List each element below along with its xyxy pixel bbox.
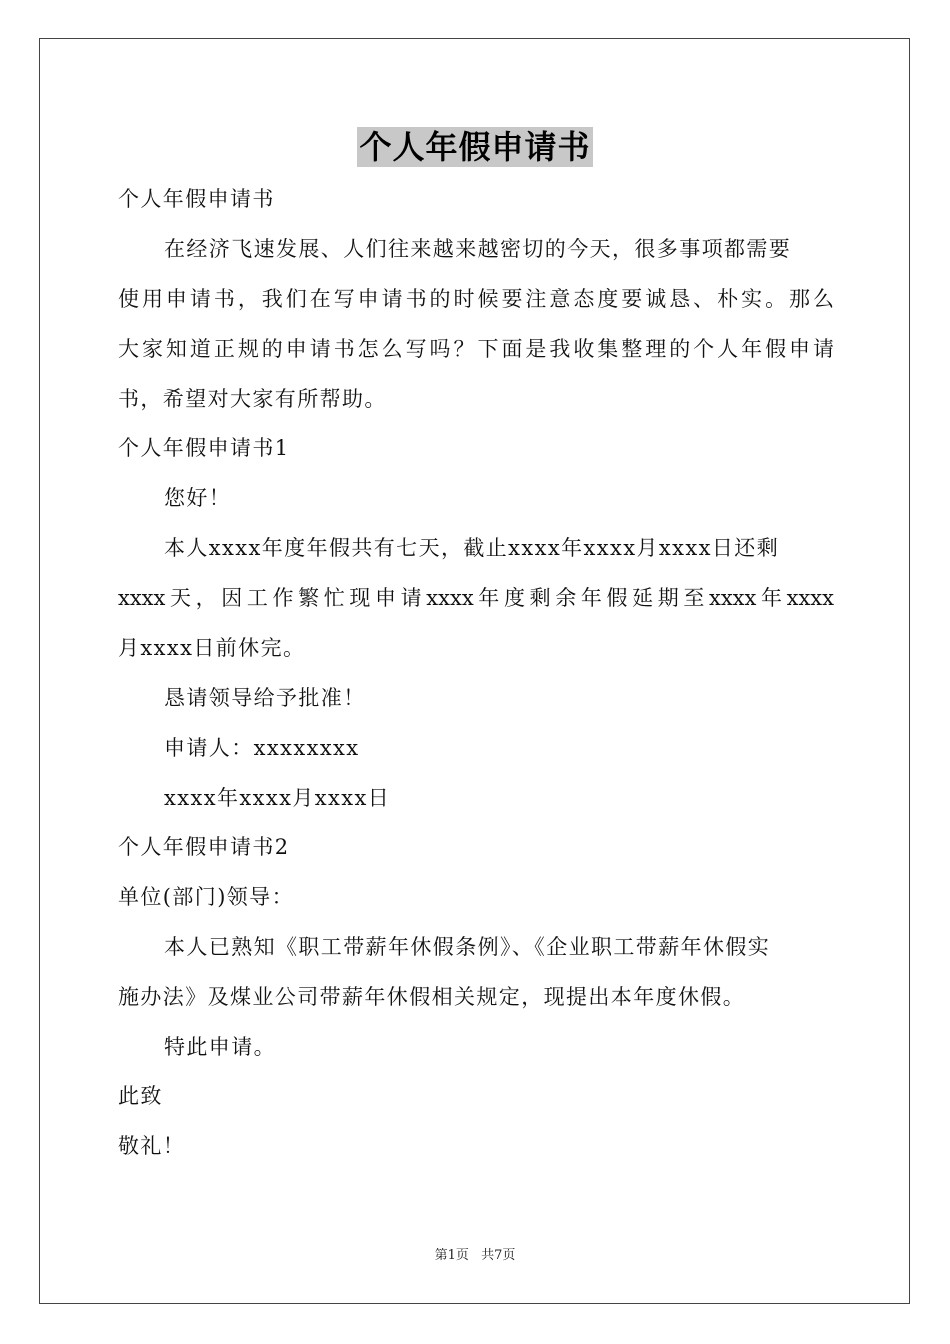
paragraph-line: 施办法》及煤业公司带薪年休假相关规定，现提出本年度休假。 — [118, 985, 746, 1009]
page-footer — [0, 1247, 950, 1265]
paragraph-line: 本人xxxx年度年假共有七天，截止xxxx年xxxx月xxxx日还剩 — [164, 536, 780, 560]
paragraph-line: 大家知道正规的申请书怎么写吗？下面是我收集整理的个人年假申请 — [118, 337, 834, 361]
page-border — [39, 38, 910, 1304]
section-heading: 个人年假申请书1 — [118, 436, 290, 460]
document-title: 个人年假申请书 — [359, 128, 591, 166]
request-line: 恳请领导给予批准！ — [164, 686, 366, 710]
paragraph-line: 本人已熟知《职工带薪年休假条例》、《企业职工带薪年休假实 — [164, 935, 771, 959]
paragraph-line: xxxx天，因工作繁忙现申请xxxx年度剩余年假延期至xxxx年xxxx — [118, 586, 834, 610]
applicant-line: 申请人：xxxxxxxx — [164, 736, 360, 760]
paragraph-line: 月xxxx日前休完。 — [118, 636, 306, 660]
page-total: 共7页 — [481, 1248, 516, 1263]
paragraph-line: 书，希望对大家有所帮助。 — [118, 387, 387, 411]
salutation-line: 单位(部门)领导： — [118, 885, 294, 909]
subtitle-line: 个人年假申请书 — [118, 187, 275, 211]
closing-line: 此致 — [118, 1084, 163, 1108]
date-line: xxxx年xxxx月xxxx日 — [164, 786, 391, 810]
greeting-line: 您好！ — [164, 486, 232, 510]
closing-line: 特此申请。 — [164, 1035, 276, 1059]
paragraph-line: 使用申请书，我们在写申请书的时候要注意态度要诚恳、朴实。那么 — [118, 287, 834, 311]
closing-line: 敬礼！ — [118, 1134, 186, 1158]
title-container — [0, 127, 950, 167]
section-heading: 个人年假申请书2 — [118, 835, 290, 859]
page-number: 第1页 — [434, 1248, 469, 1263]
paragraph-line: 在经济飞速发展、人们往来越来越密切的今天，很多事项都需要 — [164, 237, 792, 261]
